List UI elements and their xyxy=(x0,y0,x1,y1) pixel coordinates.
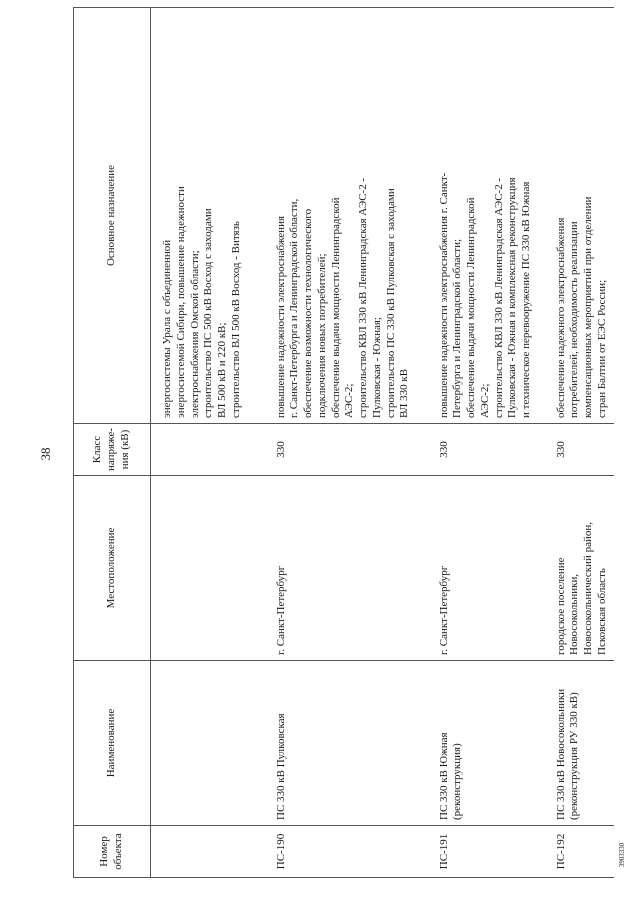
objects-table xyxy=(73,7,614,878)
cell-voltage xyxy=(151,424,271,476)
cell-number xyxy=(151,826,271,878)
cell-voltage: 330 xyxy=(434,424,551,476)
cell-number: ПС-192 xyxy=(551,826,614,878)
cell-location: городское поселение Новосокольники, Новосокольнический район, Псковская область xyxy=(551,476,614,661)
rotated-page xyxy=(73,8,608,878)
cell-purpose: энергосистемы Урала с объединенной энергосистемой Сибири, повышение надежности электроснабжения Омской области; строительство ПС 500 кВ Восход с заходами ВЛ 500 кВ и 220 кВ; строительство ВЛ 500 кВ Восход - Витязь xyxy=(151,8,271,424)
cell-name: ПС 330 кВ Пулковская xyxy=(271,661,434,826)
cell-number: ПС-190 xyxy=(271,826,434,878)
page-number: 38 xyxy=(38,447,53,461)
table-row xyxy=(271,8,434,878)
header-name: Наименование xyxy=(74,661,151,826)
footer-code: 3903330 xyxy=(618,842,626,868)
table-header-row xyxy=(74,8,151,878)
cell-purpose: повышение надежности электроснабжения г. Санкт-Петербурга и Ленинградской области, обеспечение возможности технологического подключения новых потребителей; обеспечение выдачи мощности Ленинградской АЭС-2; строительство КВЛ 330 кВ Ленинградская АЭС-2 - Пулковская - Южная; строительство ПС 330 кВ Пулковская с заходами ВЛ 330 кВ xyxy=(271,8,434,424)
cell-name: ПС 330 кВ Южная (реконструкция) xyxy=(434,661,551,826)
cell-purpose: повышение надежности электроснабжения г. Санкт- Петербурга и Ленинградской области; обеспечение выдачи мощности Ленинградской АЭС-2; строительство КВЛ 330 кВ Ленинградская АЭС-2 - Пулковская - Южная и комплексная реконструкция и техническое перевооружение ПС 330 кВ Южная xyxy=(434,8,551,424)
table-row xyxy=(434,8,551,878)
table-row xyxy=(151,8,271,878)
header-voltage: Класс напряже- ния (кВ) xyxy=(74,424,151,476)
header-number: Номер объекта xyxy=(74,826,151,878)
cell-voltage: 330 xyxy=(551,424,614,476)
cell-location xyxy=(151,476,271,661)
cell-location: г. Санкт-Петербург xyxy=(271,476,434,661)
cell-purpose: обеспечение надежного электроснабжения потребителей, необходимость реализации компенсационных мероприятий при отделении стран Балтии от ЕЭС России; xyxy=(551,8,614,424)
cell-number: ПС-191 xyxy=(434,826,551,878)
cell-name: ПС 330 кВ Новосокольники (реконструкция РУ 330 кВ) xyxy=(551,661,614,826)
header-purpose: Основное назначение xyxy=(74,8,151,424)
header-location: Местоположение xyxy=(74,476,151,661)
table-row xyxy=(551,8,614,878)
cell-voltage: 330 xyxy=(271,424,434,476)
cell-location: г. Санкт-Петербург xyxy=(434,476,551,661)
cell-name xyxy=(151,661,271,826)
